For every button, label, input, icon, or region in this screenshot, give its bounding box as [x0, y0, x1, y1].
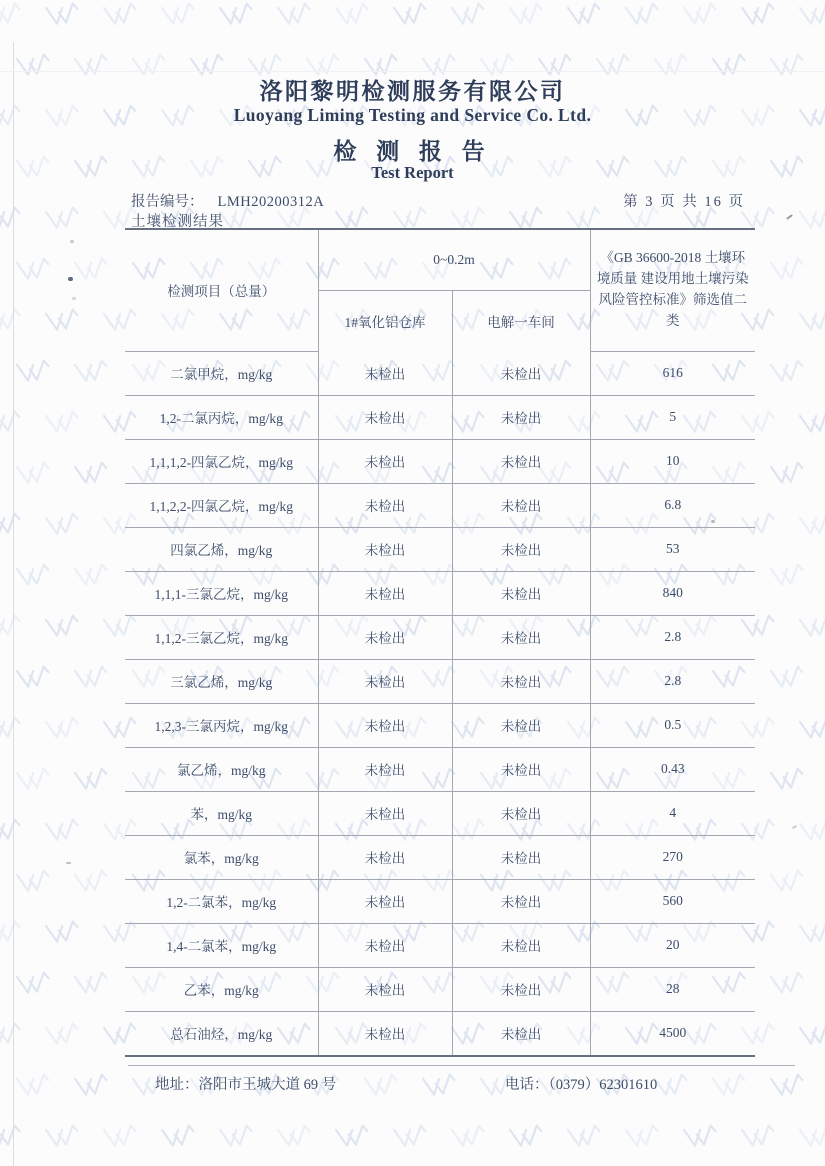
watermark-mark: [0, 816, 23, 846]
watermark-mark: [43, 714, 82, 744]
watermark-logo-icon: [0, 510, 23, 540]
watermark-mark: [14, 765, 53, 795]
footer-phone-value: （0379）62301610: [548, 1077, 658, 1093]
watermark-mark: [0, 1122, 23, 1152]
cell-item: 1,2-二氯苯，mg/kg: [125, 879, 318, 923]
watermark-logo-icon: [14, 663, 53, 693]
watermark-logo-icon: [768, 663, 807, 693]
watermark-mark: [797, 0, 825, 30]
watermark-logo-icon: [768, 357, 807, 387]
watermark-mark: [710, 1071, 749, 1101]
watermark-mark: [0, 714, 23, 744]
cell-limit-value: 5: [590, 395, 755, 439]
cell-result-warehouse: 未检出: [318, 483, 452, 527]
cell-result-workshop: 未检出: [452, 747, 590, 791]
watermark-mark: [0, 510, 23, 540]
watermark-logo-icon: [0, 612, 23, 642]
cell-limit-value: 20: [590, 923, 755, 967]
report-number-value: LMH20200312A: [217, 194, 325, 210]
scan-speck: [72, 297, 76, 300]
watermark-logo-icon: [72, 561, 111, 591]
cell-result-workshop: 未检出: [452, 791, 590, 835]
table-row: [125, 439, 755, 483]
cell-result-warehouse: 未检出: [318, 703, 452, 747]
watermark-logo-icon: [72, 255, 111, 285]
cell-item: 1,2,3-三氯丙烷，mg/kg: [125, 703, 318, 747]
cell-result-workshop: 未检出: [452, 571, 590, 615]
cell-result-workshop: 未检出: [452, 923, 590, 967]
watermark-mark: [43, 918, 82, 948]
table-row: [125, 351, 755, 395]
watermark-logo-icon: [797, 1020, 825, 1050]
watermark-logo-icon: [43, 510, 82, 540]
watermark-mark: [43, 204, 82, 234]
cell-result-workshop: 未检出: [452, 659, 590, 703]
scan-speck: [66, 862, 71, 864]
watermark-logo-icon: [739, 0, 778, 30]
cell-limit-value: 53: [590, 527, 755, 571]
scan-speck: [70, 240, 74, 243]
col-header-location-1: 1#氧化铝仓库: [318, 291, 452, 352]
cell-limit-value: 2.8: [590, 615, 755, 659]
cell-result-warehouse: 未检出: [318, 439, 452, 483]
watermark-mark: [449, 0, 488, 30]
watermark-mark: [14, 459, 53, 489]
watermark-mark: [362, 1071, 401, 1101]
watermark-mark: [72, 1071, 111, 1101]
results-tbody: [125, 351, 755, 1056]
cell-limit-value: 4: [590, 791, 755, 835]
watermark-logo-icon: [797, 408, 825, 438]
watermark-logo-icon: [768, 867, 807, 897]
watermark-mark: [0, 918, 23, 948]
cell-result-warehouse: 未检出: [318, 835, 452, 879]
cell-result-workshop: 未检出: [452, 527, 590, 571]
watermark-logo-icon: [391, 1122, 430, 1152]
cell-item: 总石油烃，mg/kg: [125, 1011, 318, 1056]
watermark-logo-icon: [43, 816, 82, 846]
cell-result-warehouse: 未检出: [318, 659, 452, 703]
watermark-logo-icon: [797, 714, 825, 744]
scan-speck: [792, 825, 797, 829]
watermark-mark: [14, 969, 53, 999]
watermark-mark: [0, 306, 23, 336]
watermark-mark: [739, 0, 778, 30]
cell-limit-value: 840: [590, 571, 755, 615]
watermark-logo-icon: [0, 306, 23, 336]
cell-item: 1,1,1-三氯乙烷，mg/kg: [125, 571, 318, 615]
watermark-mark: [217, 0, 256, 30]
watermark-mark: [217, 1122, 256, 1152]
watermark-mark: [101, 1122, 140, 1152]
watermark-logo-icon: [362, 1071, 401, 1101]
watermark-logo-icon: [797, 612, 825, 642]
watermark-logo-icon: [768, 1071, 807, 1101]
watermark-logo-icon: [217, 0, 256, 30]
watermark-logo-icon: [43, 1122, 82, 1152]
table-row: [125, 571, 755, 615]
report-number: [131, 190, 324, 211]
watermark-logo-icon: [449, 0, 488, 30]
watermark-logo-icon: [101, 1122, 140, 1152]
watermark-logo-icon: [72, 357, 111, 387]
page-indicator: 第 3 页 共 16 页: [623, 194, 745, 210]
watermark-mark: [14, 255, 53, 285]
watermark-mark: [101, 0, 140, 30]
watermark-logo-icon: [275, 0, 314, 30]
cell-limit-value: 28: [590, 967, 755, 1011]
watermark-logo-icon: [72, 1071, 111, 1101]
col-header-limit: 《GB 36600-2018 土壤环境质量 建设用地土壤污染风险管控标准》筛选值二类: [590, 229, 755, 351]
cell-limit-value: 616: [590, 351, 755, 395]
report-title-en: Test Report: [371, 163, 454, 182]
cell-result-workshop: 未检出: [452, 483, 590, 527]
section-title: 土壤检测结果: [131, 214, 224, 230]
watermark-mark: [275, 1122, 314, 1152]
watermark-logo-icon: [217, 1122, 256, 1152]
cell-limit-value: 4500: [590, 1011, 755, 1056]
cell-limit-value: 10: [590, 439, 755, 483]
cell-result-warehouse: 未检出: [318, 395, 452, 439]
watermark-logo-icon: [0, 1122, 23, 1152]
report-title-cn: 检 测 报 告: [333, 139, 492, 164]
watermark-mark: [565, 1122, 604, 1152]
watermark-mark: [565, 0, 604, 30]
cell-item: 苯，mg/kg: [125, 791, 318, 835]
watermark-mark: [797, 714, 825, 744]
cell-item: 二氯甲烷，mg/kg: [125, 351, 318, 395]
footer-phone: [505, 1073, 657, 1094]
watermark-mark: [623, 0, 662, 30]
watermark-logo-icon: [681, 0, 720, 30]
watermark-mark: [768, 969, 807, 999]
watermark-logo-icon: [43, 306, 82, 336]
cell-result-workshop: 未检出: [452, 351, 590, 395]
footer-address-label: 地址：: [155, 1077, 199, 1093]
watermark-mark: [43, 510, 82, 540]
cell-result-workshop: 未检出: [452, 615, 590, 659]
watermark-mark: [797, 1020, 825, 1050]
table-row: [125, 615, 755, 659]
watermark-mark: [14, 357, 53, 387]
watermark-logo-icon: [768, 969, 807, 999]
watermark-logo-icon: [0, 714, 23, 744]
watermark-mark: [507, 0, 546, 30]
watermark-mark: [797, 816, 825, 846]
watermark-logo-icon: [0, 918, 23, 948]
watermark-mark: [652, 1071, 691, 1101]
watermark-logo-icon: [797, 1122, 825, 1152]
watermark-logo-icon: [0, 1020, 23, 1050]
watermark-mark: [768, 867, 807, 897]
watermark-mark: [768, 1071, 807, 1101]
watermark-mark: [43, 408, 82, 438]
watermark-logo-icon: [43, 408, 82, 438]
watermark-logo-icon: [391, 0, 430, 30]
table-row: [125, 659, 755, 703]
cell-item: 氯苯，mg/kg: [125, 835, 318, 879]
watermark-mark: [797, 612, 825, 642]
watermark-logo-icon: [14, 1071, 53, 1101]
watermark-mark: [768, 561, 807, 591]
watermark-logo-icon: [14, 459, 53, 489]
watermark-mark: [681, 0, 720, 30]
watermark-mark: [623, 1122, 662, 1152]
watermark-logo-icon: [449, 1122, 488, 1152]
cell-result-warehouse: 未检出: [318, 1011, 452, 1056]
watermark-mark: [739, 1122, 778, 1152]
watermark-logo-icon: [768, 255, 807, 285]
cell-result-warehouse: 未检出: [318, 879, 452, 923]
cell-result-workshop: 未检出: [452, 879, 590, 923]
results-table: [125, 228, 755, 1057]
table-row: [125, 395, 755, 439]
watermark-logo-icon: [623, 1122, 662, 1152]
watermark-logo-icon: [159, 1122, 198, 1152]
watermark-mark: [72, 765, 111, 795]
watermark-logo-icon: [72, 663, 111, 693]
scan-speck: [786, 214, 793, 220]
watermark-mark: [0, 612, 23, 642]
watermark-mark: [797, 306, 825, 336]
col-header-item: 检测项目（总量）: [125, 229, 318, 351]
watermark-mark: [797, 510, 825, 540]
watermark-mark: [72, 561, 111, 591]
watermark-logo-icon: [420, 1071, 459, 1101]
col-header-depth: 0~0.2m: [318, 229, 590, 291]
watermark-mark: [768, 765, 807, 795]
cell-limit-value: 2.8: [590, 659, 755, 703]
cell-result-warehouse: 未检出: [318, 747, 452, 791]
cell-item: 乙苯，mg/kg: [125, 967, 318, 1011]
watermark-mark: [768, 663, 807, 693]
watermark-logo-icon: [72, 765, 111, 795]
cell-item: 氯乙烯，mg/kg: [125, 747, 318, 791]
report-meta-row: [131, 190, 745, 211]
watermark-logo-icon: [14, 765, 53, 795]
watermark-logo-icon: [797, 204, 825, 234]
table-row: [125, 703, 755, 747]
watermark-mark: [391, 0, 430, 30]
company-name-en: Luoyang Liming Testing and Service Co. Ltd.: [233, 105, 592, 125]
watermark-mark: [768, 255, 807, 285]
scan-edge-line: [13, 42, 14, 1166]
cell-item: 1,1,2-三氯乙烷，mg/kg: [125, 615, 318, 659]
watermark-mark: [72, 459, 111, 489]
table-row: [125, 791, 755, 835]
watermark-logo-icon: [710, 1071, 749, 1101]
watermark-logo-icon: [14, 867, 53, 897]
table-row: [125, 879, 755, 923]
cell-result-workshop: 未检出: [452, 703, 590, 747]
watermark-mark: [14, 1071, 53, 1101]
watermark-logo-icon: [14, 969, 53, 999]
watermark-mark: [333, 1122, 372, 1152]
watermark-mark: [681, 1122, 720, 1152]
scan-fold-line: [0, 71, 825, 72]
watermark-logo-icon: [0, 816, 23, 846]
watermark-mark: [768, 459, 807, 489]
cell-item: 1,2-二氯丙烷，mg/kg: [125, 395, 318, 439]
table-row: [125, 747, 755, 791]
table-row: [125, 483, 755, 527]
watermark-logo-icon: [275, 1122, 314, 1152]
cell-result-warehouse: 未检出: [318, 351, 452, 395]
footer-address: [155, 1073, 336, 1094]
col-header-location-2: 电解一车间: [452, 291, 590, 352]
cell-item: 四氯乙烯，mg/kg: [125, 527, 318, 571]
cell-result-workshop: 未检出: [452, 439, 590, 483]
cell-result-warehouse: 未检出: [318, 527, 452, 571]
watermark-mark: [0, 204, 23, 234]
cell-limit-value: 0.43: [590, 747, 755, 791]
watermark-logo-icon: [72, 867, 111, 897]
watermark-logo-icon: [797, 918, 825, 948]
watermark-mark: [43, 816, 82, 846]
cell-limit-value: 6.8: [590, 483, 755, 527]
watermark-mark: [43, 306, 82, 336]
watermark-logo-icon: [43, 0, 82, 30]
watermark-mark: [43, 1020, 82, 1050]
watermark-mark: [507, 1122, 546, 1152]
cell-result-warehouse: 未检出: [318, 615, 452, 659]
watermark-logo-icon: [797, 306, 825, 336]
watermark-logo-icon: [681, 1122, 720, 1152]
watermark-mark: [72, 867, 111, 897]
cell-result-workshop: 未检出: [452, 395, 590, 439]
watermark-mark: [333, 0, 372, 30]
watermark-mark: [159, 0, 198, 30]
table-row: [125, 923, 755, 967]
watermark-logo-icon: [43, 204, 82, 234]
watermark-logo-icon: [43, 1020, 82, 1050]
watermark-logo-icon: [159, 0, 198, 30]
watermark-logo-icon: [623, 0, 662, 30]
table-row: [125, 967, 755, 1011]
watermark-logo-icon: [768, 459, 807, 489]
watermark-logo-icon: [507, 0, 546, 30]
watermark-mark: [797, 204, 825, 234]
table-row: [125, 835, 755, 879]
watermark-logo-icon: [565, 0, 604, 30]
table-row: [125, 527, 755, 571]
watermark-logo-icon: [14, 255, 53, 285]
watermark-mark: [72, 663, 111, 693]
cell-item: 1,1,1,2-四氯乙烷，mg/kg: [125, 439, 318, 483]
watermark-logo-icon: [0, 0, 23, 30]
company-name-cn: 洛阳黎明检测服务有限公司: [259, 79, 566, 104]
watermark-logo-icon: [101, 0, 140, 30]
cell-item: 三氯乙烯，mg/kg: [125, 659, 318, 703]
cell-result-warehouse: 未检出: [318, 571, 452, 615]
watermark-logo-icon: [14, 561, 53, 591]
watermark-mark: [43, 1122, 82, 1152]
watermark-logo-icon: [43, 612, 82, 642]
cell-limit-value: 0.5: [590, 703, 755, 747]
watermark-mark: [72, 357, 111, 387]
watermark-logo-icon: [507, 1122, 546, 1152]
watermark-logo-icon: [72, 459, 111, 489]
watermark-logo-icon: [333, 1122, 372, 1152]
watermark-logo-icon: [797, 510, 825, 540]
watermark-mark: [72, 969, 111, 999]
cell-result-warehouse: 未检出: [318, 791, 452, 835]
watermark-mark: [391, 1122, 430, 1152]
cell-limit-value: 270: [590, 835, 755, 879]
cell-result-workshop: 未检出: [452, 1011, 590, 1056]
cell-item: 1,1,2,2-四氯乙烷，mg/kg: [125, 483, 318, 527]
table-row: [125, 1011, 755, 1056]
watermark-mark: [14, 867, 53, 897]
watermark-logo-icon: [72, 969, 111, 999]
watermark-logo-icon: [0, 204, 23, 234]
cell-result-warehouse: 未检出: [318, 923, 452, 967]
watermark-mark: [0, 1020, 23, 1050]
watermark-mark: [43, 0, 82, 30]
watermark-logo-icon: [14, 357, 53, 387]
cell-limit-value: 560: [590, 879, 755, 923]
watermark-mark: [275, 0, 314, 30]
footer-address-value: 洛阳市王城大道 69 号: [198, 1077, 337, 1093]
watermark-mark: [768, 357, 807, 387]
scan-speck: [68, 277, 73, 281]
table-header-row-1: [125, 229, 755, 291]
watermark-mark: [14, 561, 53, 591]
footer-phone-label: 电话：: [505, 1077, 549, 1093]
watermark-logo-icon: [43, 714, 82, 744]
watermark-logo-icon: [0, 408, 23, 438]
watermark-logo-icon: [797, 816, 825, 846]
watermark-mark: [797, 1122, 825, 1152]
cell-result-workshop: 未检出: [452, 835, 590, 879]
watermark-logo-icon: [797, 0, 825, 30]
footer-separator: [128, 1065, 795, 1066]
watermark-mark: [420, 1071, 459, 1101]
watermark-mark: [0, 0, 23, 30]
cell-result-warehouse: 未检出: [318, 967, 452, 1011]
watermark-mark: [14, 663, 53, 693]
report-number-label: 报告编号：: [131, 194, 204, 210]
watermark-mark: [797, 918, 825, 948]
watermark-mark: [43, 612, 82, 642]
watermark-mark: [0, 408, 23, 438]
watermark-mark: [72, 255, 111, 285]
watermark-logo-icon: [652, 1071, 691, 1101]
watermark-logo-icon: [768, 561, 807, 591]
watermark-logo-icon: [739, 1122, 778, 1152]
watermark-logo-icon: [43, 918, 82, 948]
watermark-mark: [449, 1122, 488, 1152]
cell-item: 1,4-二氯苯，mg/kg: [125, 923, 318, 967]
watermark-mark: [797, 408, 825, 438]
watermark-logo-icon: [333, 0, 372, 30]
watermark-mark: [159, 1122, 198, 1152]
cell-result-workshop: 未检出: [452, 967, 590, 1011]
watermark-logo-icon: [768, 765, 807, 795]
watermark-logo-icon: [565, 1122, 604, 1152]
